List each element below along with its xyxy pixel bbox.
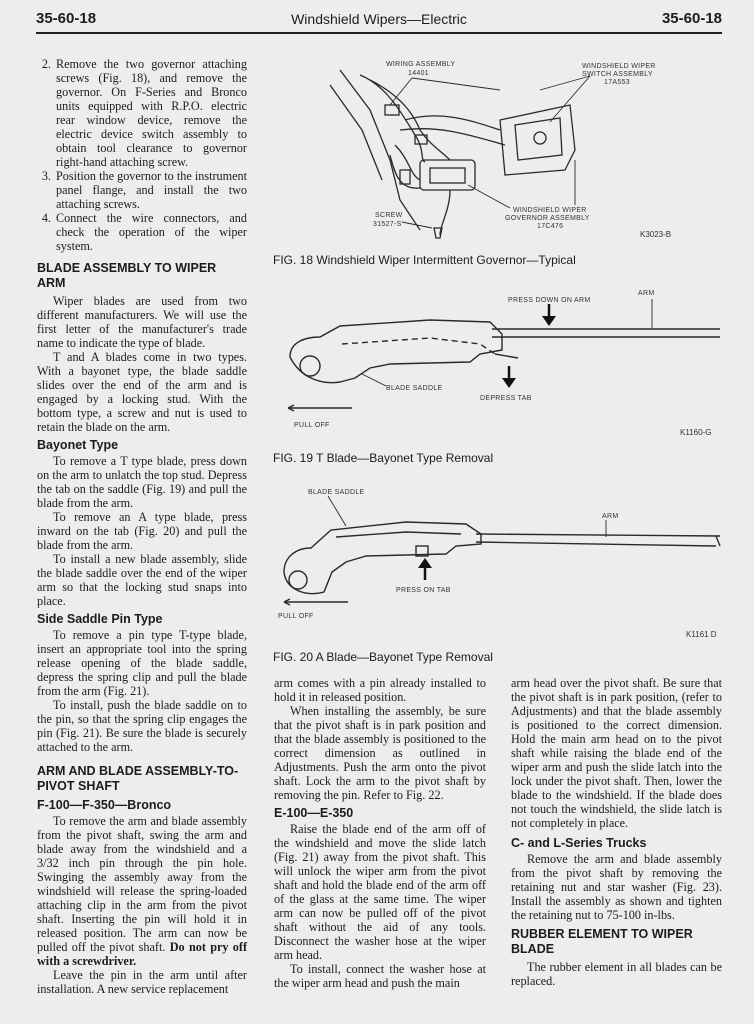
paragraph: To install, connect the washer hose at the wiper arm head and push the main [274, 962, 486, 990]
paragraph: To remove an A type blade, press inward on the tab (Fig. 20) and pull the blade from the arm. [37, 510, 247, 552]
paragraph: To install a new blade assembly, slide the blade saddle over the end of the wiper arm so that the locking stud snaps into place. [37, 552, 247, 608]
label-governor-assembly: WINDSHIELD WIPER [513, 207, 587, 214]
paragraph: To remove a T type blade, press down on the arm to unlatch the top stud. Depress the tab on the saddle (Fig. 19) and pull the blade from the arm. [37, 454, 247, 510]
paragraph: Remove the arm and blade assembly from the pivot shaft by removing the retaining nut and star washer (Fig. 23). Install the assembly as shown and tighten the retaining nut to 75-100 in-lbs. [511, 852, 722, 922]
paragraph: T and A blades come in two types. With a bayonet type, the blade saddle slides over the end of the arm and is engaged by a locking stud. With the bottom type, a screw and nut is used to retain the blade on the arm. [37, 350, 247, 434]
paragraph: Raise the blade end of the arm off of the windshield and move the slide latch (Fig. 21) away from the pivot shaft. This will unlock the wiper arm from the pivot shaft and hold the blade end of the arm off of the glass at the same time. The wiper arm can now be pulled off of the pivot shaft without the aid of any tools. Disconnect the washer hose at the wiper arm head. [274, 822, 486, 962]
heading-arm-blade: ARM AND BLADE ASSEMBLY-TO-PIVOT SHAFT [37, 764, 239, 793]
heading-side-saddle: Side Saddle Pin Type [37, 612, 163, 626]
step-4: 4. Connect the wire connectors, and check the operation of the wiper system. [54, 211, 247, 253]
heading-rubber-element: RUBBER ELEMENT TO WIPER BLADE [511, 927, 693, 956]
label-blade-saddle: BLADE SADDLE [308, 489, 365, 496]
heading-blade-assembly: BLADE ASSEMBLY TO WIPER ARM [37, 261, 217, 290]
figure-20-a-blade [276, 482, 722, 642]
header-rule [36, 32, 722, 34]
label-arm: ARM [638, 290, 655, 297]
figure-18-governor [300, 50, 720, 250]
label-wiring-assembly: WIRING ASSEMBLY [386, 61, 456, 68]
page-title: Windshield Wipers—Electric [291, 11, 467, 27]
label-wiring-number: 14401 [408, 70, 429, 77]
paragraph: When installing the assembly, be sure that the pivot shaft is in park position and that the blade assembly is positioned to the correct dimension as outlined in Adjustments. Push the arm onto the pivot shaft. Lock the arm to the pivot shaft by removing the pin. Refer to Fig. 22. [274, 704, 486, 802]
heading-cl-series: C- and L-Series Trucks [511, 836, 647, 850]
figure-code: K1160-G [680, 428, 712, 437]
figure-code: K1161 D [686, 630, 717, 639]
paragraph: To remove the arm and blade assembly from the pivot shaft, swing the arm and blade away from the windshield and a 3/32 inch pin through the pin hole. Swinging the assembly away from the windshield will release the spring-loaded attaching clip in the arm from the pivot shaft. Inserting the pin will hold it in released position. The arm can now be pulled off the pivot shaft. Do not pry off with a screwdriver. [37, 814, 248, 968]
heading-f100: F-100—F-350—Bronco [37, 798, 172, 812]
paragraph: arm head over the pivot shaft. Be sure that the pivot shaft is in park position, (refer to Adjustments) and that the blade assembly is positioned to the correct dimension. Hold the main arm head on to the pivot shaft while raising the blade end of the wiper arm and push the slide latch into the lock under the pivot shaft. Then, lower the blade to the windshield. If the blade does not touch the windshield, the slide latch is not completely in place. [511, 676, 722, 830]
label-depress-tab: DEPRESS TAB [480, 395, 532, 402]
paragraph: Wiper blades are used from two different manufacturers. We will use the first letter of the manufacturer's trade name to indicate the type of blade. [37, 294, 247, 350]
step-3: 3. Position the governor to the instrument panel flange, and install the two attaching screws. [54, 169, 247, 211]
label-screw: SCREW [375, 212, 403, 219]
page-number-left: 35-60-18 [36, 10, 97, 27]
figure-19-t-blade [280, 282, 722, 442]
column-middle [274, 676, 486, 990]
page-header [36, 10, 722, 32]
paragraph: arm comes with a pin already installed to hold it in released position. [274, 676, 486, 704]
label-pull-off: PULL OFF [278, 613, 314, 620]
label-press-on-tab: PRESS ON TAB [396, 587, 451, 594]
label-pull-off: PULL OFF [294, 422, 330, 429]
label-switch-assembly: WINDSHIELD WIPER [582, 63, 656, 70]
label-press-down: PRESS DOWN ON ARM [508, 297, 591, 304]
label-screw-number: 31527-S [373, 221, 402, 228]
label-governor-assembly-2: GOVERNOR ASSEMBLY [505, 215, 590, 222]
column-left [37, 57, 247, 996]
warning-text: Do not pry off with a screwdriver. [37, 940, 248, 968]
figure-19-caption: FIG. 19 T Blade—Bayonet Type Removal [273, 451, 494, 465]
paragraph: Leave the pin in the arm until after installation. A new service replacement [37, 968, 247, 996]
heading-bayonet: Bayonet Type [37, 438, 119, 452]
step-list [37, 57, 247, 253]
paragraph: The rubber element in all blades can be replaced. [511, 960, 722, 988]
column-right [511, 676, 722, 988]
step-2: 2. Remove the two governor attaching screws (Fig. 18), and remove the governor. On F-Series and Bronco units equipped with R.P.O. electric rear window device, remove the electric device switch assembly to obtain tool clearance to governor right-hand attaching screw. [54, 57, 247, 169]
figure-18-caption: FIG. 18 Windshield Wiper Intermittent Governor—Typical [273, 253, 576, 267]
label-governor-number: 17C476 [537, 223, 564, 230]
page-number-right: 35-60-18 [661, 10, 722, 27]
label-blade-saddle: BLADE SADDLE [386, 385, 443, 392]
figure-20-caption: FIG. 20 A Blade—Bayonet Type Removal [273, 650, 493, 664]
paragraph: To remove a pin type T-type blade, insert an appropriate tool into the spring release opening of the blade saddle, depress the spring clip and pull the blade from the arm (Fig. 21). [37, 628, 247, 698]
label-switch-assembly-2: SWITCH ASSEMBLY [582, 71, 653, 78]
figure-code: K3023-B [640, 230, 672, 239]
paragraph: To install, push the blade saddle on to the pin, so that the spring clip engages the pin (Fig. 21). Be sure the blade is securely attached to the arm. [37, 698, 247, 754]
label-switch-number: 17A553 [604, 79, 630, 86]
heading-e100: E-100—E-350 [274, 806, 354, 820]
label-arm: ARM [602, 513, 619, 520]
